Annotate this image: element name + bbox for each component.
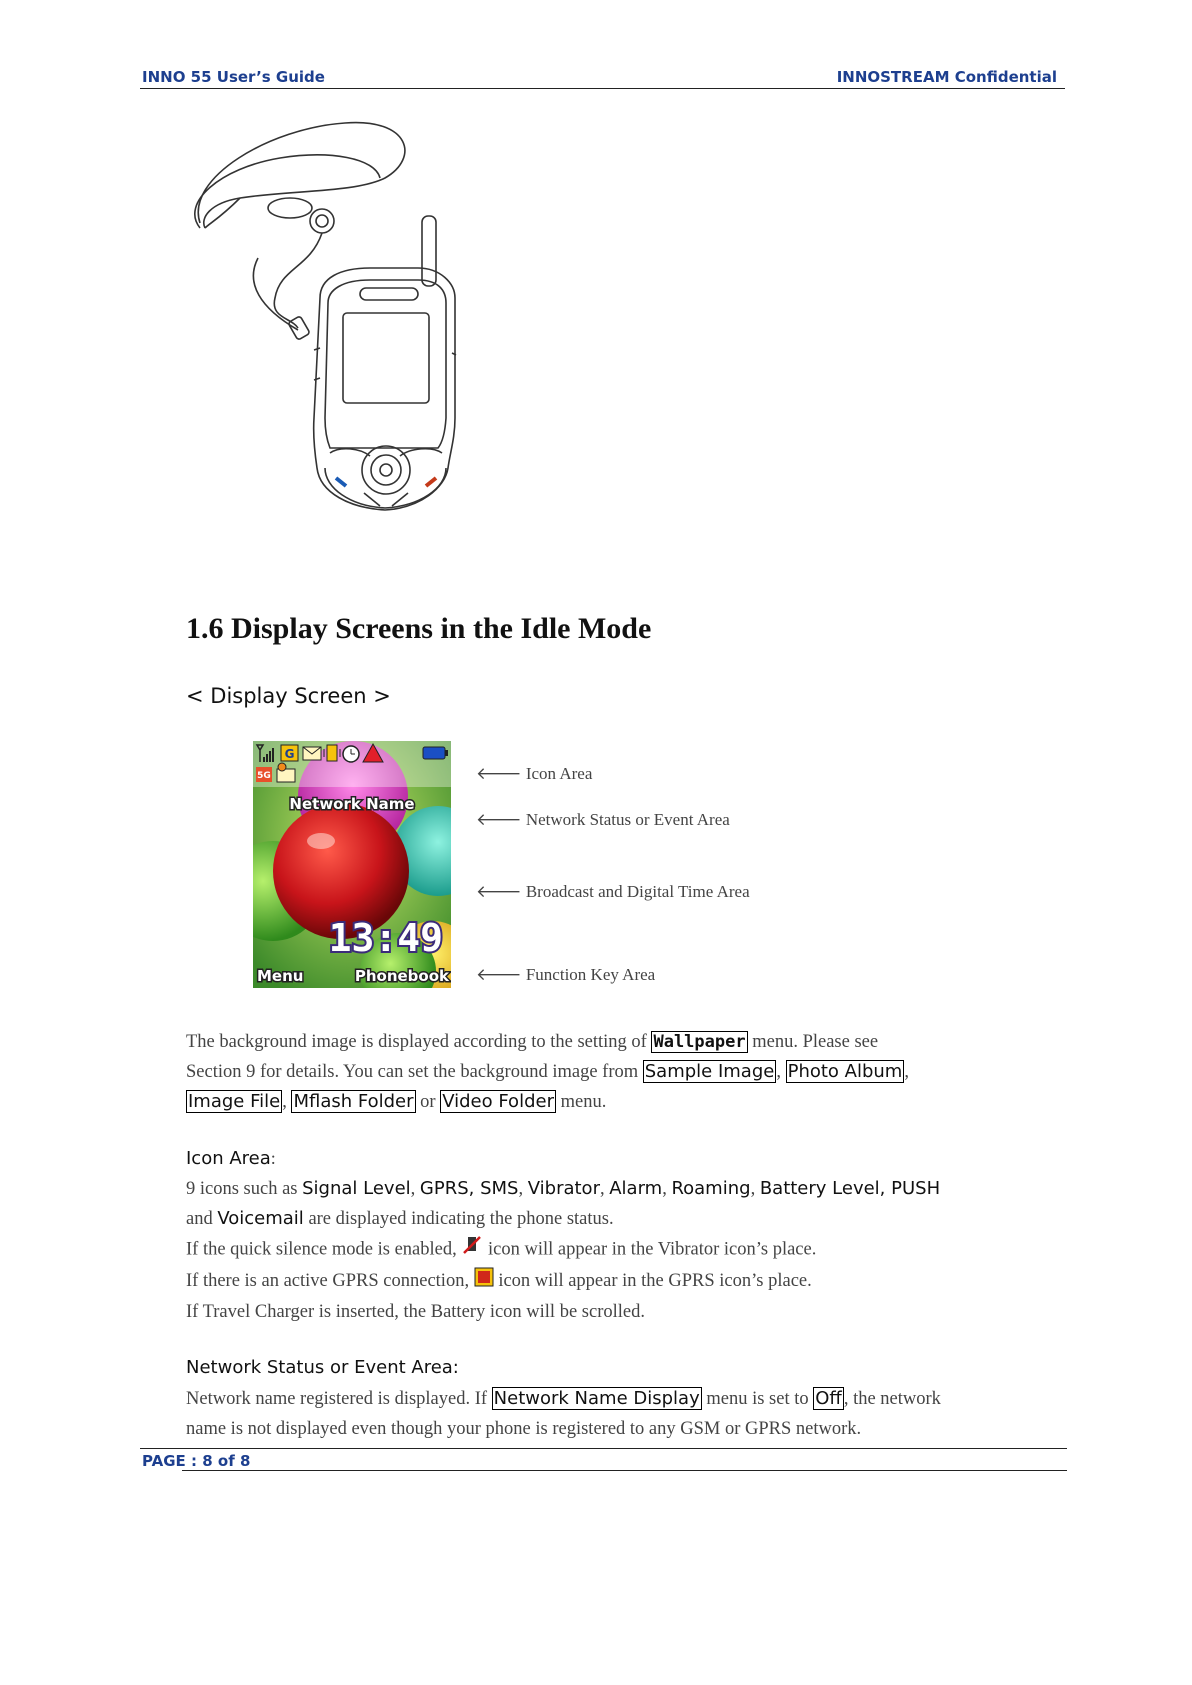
svg-text:G: G	[284, 747, 295, 761]
network-name-display-menu-ref: Network Name Display	[493, 1388, 700, 1409]
battery-icon	[423, 747, 448, 759]
network-name: Network Name	[289, 795, 415, 813]
arrow-left-icon: 🡐	[476, 810, 522, 829]
callout-broadcast-time: 🡐 Broadcast and Digital Time Area	[476, 882, 750, 901]
header-doc-title: INNO 55 User’s Guide	[142, 68, 325, 86]
alarm-icon	[343, 746, 359, 762]
sms-icon	[303, 747, 321, 760]
mflash-folder-menu-ref: Mflash Folder	[293, 1091, 414, 1112]
icon-area-paragraph: 9 icons such as Signal Level, GPRS, SMS, Vibrator, Alarm, Roaming, Battery Level, PUSH and Voicemail are displayed indicating the phone status. If the quick silence mode is enabled, icon will appear in the Vibrator icon’s place. If there is an active GPRS connection, icon will appear in the GPRS icon’s place. If Travel Charger is inserted, the Battery icon will be scrolled.	[186, 1178, 941, 1322]
arrow-left-icon: 🡐	[476, 965, 522, 984]
callout-function-key: 🡐 Function Key Area	[476, 965, 656, 984]
phone-with-headset-illustration	[180, 118, 480, 558]
sample-image-menu-ref: Sample Image	[644, 1061, 775, 1082]
network-area-paragraph: Network name registered is displayed. If Network Name Display menu is set to Off , the network name is not displayed even though your phone is registered to any GSM or GPRS network.	[186, 1388, 941, 1439]
page-number: PAGE : 8 of 8	[142, 1452, 251, 1470]
callout-icon-area: 🡐 Icon Area	[476, 764, 593, 783]
arrow-left-icon: 🡐	[476, 882, 522, 901]
off-option-ref: Off	[815, 1388, 842, 1409]
menu-soft-key[interactable]: Menu	[257, 967, 304, 985]
callout-network-status: 🡐 Network Status or Event Area	[476, 810, 730, 829]
background-paragraph: The background image is displayed according to the setting of Wallpaper menu. Please see Section 9 for details. You can set the background image from Sample Image , Photo Album , Image File , Mflash Folder or Video Folder menu.	[186, 1032, 909, 1112]
phonebook-soft-key[interactable]: Phonebook	[354, 967, 449, 985]
gprs-icon	[281, 745, 298, 761]
svg-text:5G: 5G	[257, 771, 271, 781]
push-icon	[256, 767, 272, 782]
video-folder-menu-ref: Video Folder	[442, 1091, 554, 1112]
page-header	[140, 66, 1065, 89]
page-footer	[140, 1448, 1067, 1471]
network-area-heading: Network Status or Event Area:	[186, 1357, 459, 1378]
wallpaper-menu-ref: Wallpaper	[653, 1032, 746, 1052]
section-title: 1.6 Display Screens in the Idle Mode	[186, 612, 652, 645]
footer-rule	[182, 1470, 1067, 1471]
arrow-left-icon: 🡐	[476, 764, 522, 783]
digital-time: 13:49	[328, 916, 443, 960]
gprs-active-icon	[474, 1267, 494, 1297]
section-subtitle: < Display Screen >	[186, 684, 391, 708]
photo-album-menu-ref: Photo Album	[787, 1061, 903, 1082]
idle-display-screen	[253, 741, 451, 988]
quick-silence-icon	[461, 1234, 483, 1266]
header-confidential: INNOSTREAM Confidential	[836, 68, 1057, 86]
image-file-menu-ref: Image File	[188, 1091, 281, 1112]
icon-area-heading: Icon Area:	[186, 1148, 276, 1169]
